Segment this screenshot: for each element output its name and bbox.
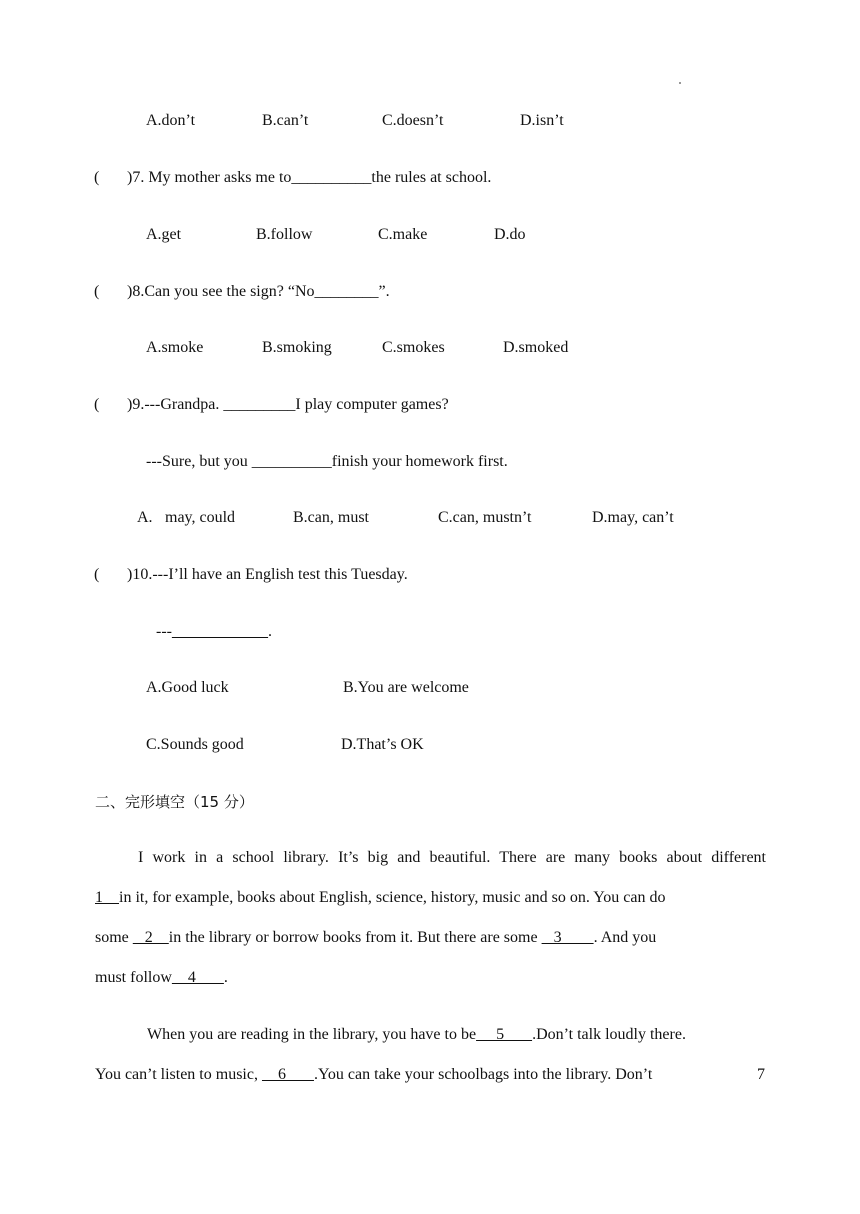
question-stem: )7. My mother asks me to__________the rules at school. <box>127 169 492 186</box>
option-c[interactable]: C.Sounds good <box>146 736 244 753</box>
passage-line <box>95 968 228 988</box>
option-c[interactable]: C.smokes <box>382 339 445 356</box>
blank-4[interactable]: 4 <box>171 969 224 986</box>
blank-1[interactable]: 1 <box>95 889 119 906</box>
option-c[interactable]: C.make <box>378 226 428 243</box>
option-a[interactable]: A.Good luck <box>146 679 229 696</box>
option-a[interactable]: A.don’t <box>146 112 196 129</box>
option-b[interactable]: B.can’t <box>262 112 309 129</box>
option-d[interactable]: D.That’s OK <box>341 736 424 753</box>
passage-text: in it, for example, books about English, science, history, music and so on. You can do <box>119 889 666 906</box>
passage-line <box>147 1025 686 1045</box>
passage-text: some <box>95 929 133 946</box>
option-d[interactable]: D.may, can’t <box>592 509 674 526</box>
option-d[interactable]: D.smoked <box>503 339 569 356</box>
option-b[interactable]: B.follow <box>256 226 313 243</box>
passage-text: in the library or borrow books from it. But there are some <box>168 929 542 946</box>
blank-3[interactable]: 3 <box>541 929 594 946</box>
passage-text: must follow <box>95 969 172 986</box>
blank-2[interactable]: 2 <box>132 929 169 946</box>
question-stem: )9.---Grandpa. _________I play computer games? <box>127 396 449 413</box>
blank-6[interactable]: 6 <box>261 1066 314 1083</box>
question-stem: )10.---I’ll have an English test this Tuesday. <box>127 566 408 583</box>
passage-line <box>95 1065 652 1085</box>
option-a[interactable]: A.smoke <box>146 339 204 356</box>
passage-text: When you are reading in the library, you have to be <box>147 1026 477 1043</box>
passage-text: You can’t listen to music, <box>95 1066 262 1083</box>
question-line-2: ---Sure, but you __________finish your homework first. <box>146 453 508 470</box>
option-b[interactable]: B.smoking <box>262 339 332 356</box>
stray-mark <box>679 82 681 84</box>
answer-bracket: ( <box>94 169 100 186</box>
option-b[interactable]: B.can, must <box>293 509 369 526</box>
passage-line <box>95 888 766 908</box>
option-d[interactable]: D.do <box>494 226 526 243</box>
option-d[interactable]: D.isn’t <box>520 112 564 129</box>
answer-bracket: ( <box>94 283 100 300</box>
blank-5[interactable]: 5 <box>476 1026 533 1043</box>
passage-text: .Don’t talk loudly there. <box>532 1026 686 1043</box>
passage-text: . And you <box>593 929 657 946</box>
passage-text: .You can take your schoolbags into the library. Don’t <box>313 1066 653 1083</box>
passage-line <box>95 928 766 948</box>
answer-bracket: ( <box>94 396 100 413</box>
option-a[interactable]: may, could <box>165 509 236 526</box>
passage-text: . <box>223 969 228 986</box>
response-prefix: --- <box>156 623 172 640</box>
answer-blank[interactable]: ____________ <box>171 623 268 640</box>
question-stem: )8.Can you see the sign? “No________”. <box>127 283 390 300</box>
blank-7-number: 7 <box>757 1066 765 1083</box>
option-a[interactable]: A.get <box>146 226 182 243</box>
option-c[interactable]: C.doesn’t <box>382 112 444 129</box>
answer-bracket: ( <box>94 566 100 583</box>
option-b[interactable]: B.You are welcome <box>343 679 469 696</box>
option-c[interactable]: C.can, mustn’t <box>438 509 532 526</box>
response-suffix: . <box>267 623 272 640</box>
option-a-letter[interactable]: A. <box>137 509 153 526</box>
passage-line: I work in a school library. It’s big and beautiful. There are many books about different <box>138 849 766 866</box>
response-line <box>156 622 272 642</box>
section-heading: 二、完形填空（15 分） <box>95 793 254 811</box>
